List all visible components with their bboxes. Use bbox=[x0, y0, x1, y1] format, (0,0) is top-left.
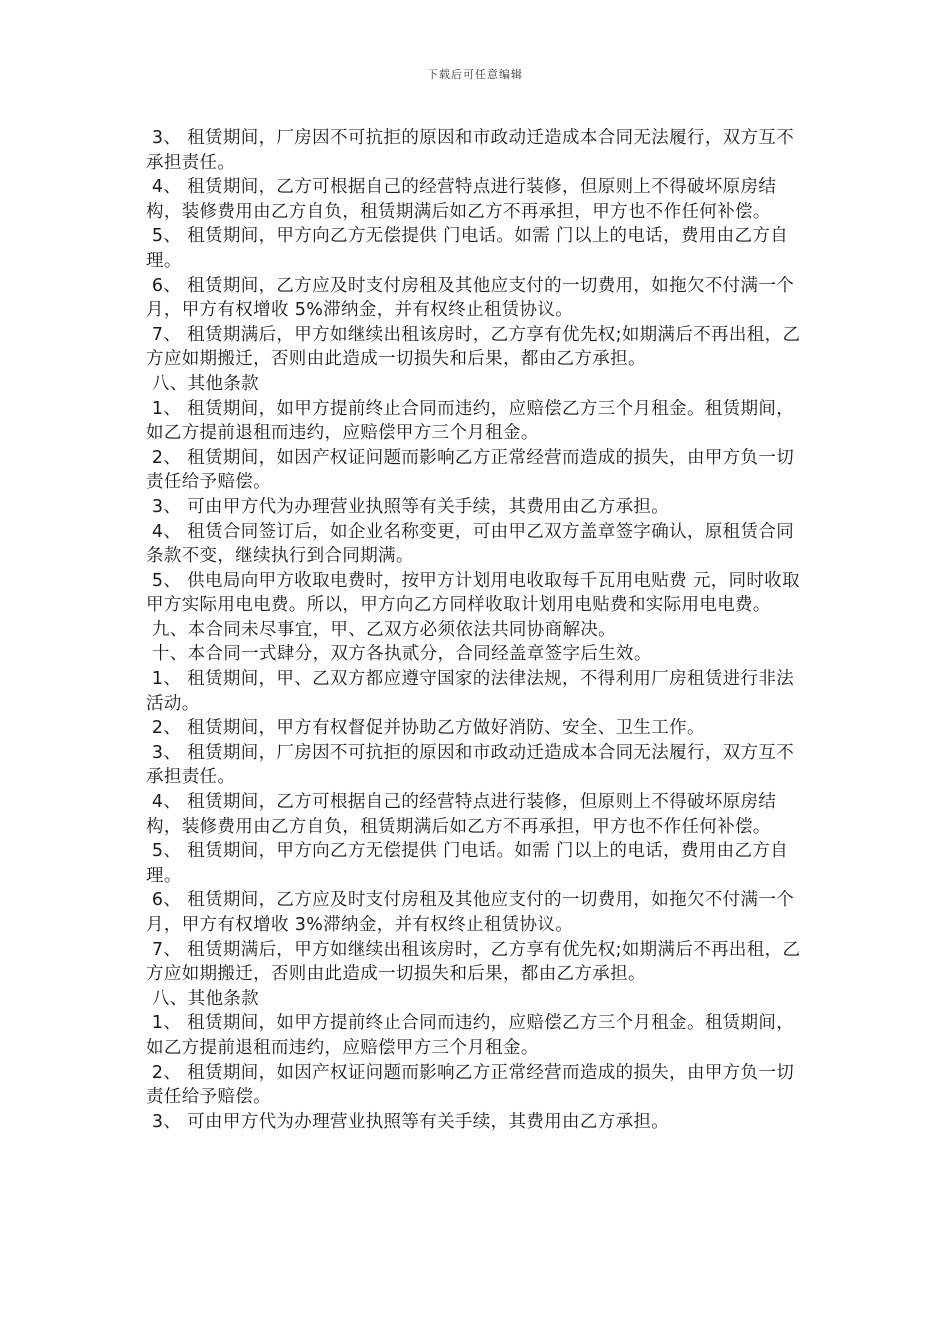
document-body bbox=[146, 126, 804, 1134]
clause-paragraph: 7、 租赁期满后，甲方如继续出租该房时，乙方享有优先权;如期满后不再出租，乙方应如期搬迁，否则由此造成一切损失和后果，都由乙方承担。 bbox=[146, 939, 801, 985]
clause-paragraph: 3、 租赁期间，厂房因不可抗拒的原因和市政动迁造成本合同无法履行，双方互不承担责任。 bbox=[146, 128, 795, 173]
clause-paragraph: 5、 供电局向甲方收取电费时，按甲方计划用电收取每千瓦用电贴费 元，同时收取甲方实际用电电费。所以，甲方向乙方同样收取计划用电贴费和实际用电电费。 bbox=[146, 570, 800, 616]
clause-paragraph: 4、 租赁期间，乙方可根据自己的经营特点进行装修，但原则上不得破坏原房结构，装修费用由乙方自负，租赁期满后如乙方不再承担，甲方也不作任何补偿。 bbox=[146, 792, 777, 837]
page-header: 下载后可任意编辑 bbox=[427, 68, 523, 81]
section-heading: 八、其他条款 bbox=[146, 988, 260, 1009]
clause-paragraph: 3、 租赁期间，厂房因不可抗拒的原因和市政动迁造成本合同无法履行，双方互不承担责任。 bbox=[146, 742, 795, 788]
section-heading: 九、本合同未尽事宜，甲、乙双方必须依法共同协商解决。 bbox=[146, 619, 617, 640]
clause-paragraph: 2、 租赁期间，如因产权证问题而影响乙方正常经营而造成的损失，由甲方负一切责任给予赔偿。 bbox=[146, 447, 795, 493]
clause-paragraph: 2、 租赁期间，甲方有权督促并协助乙方做好消防、安全、卫生工作。 bbox=[146, 718, 705, 739]
clause-paragraph: 1、 租赁期间，甲、乙双方都应遵守国家的法律法规，不得利用厂房租赁进行非法活动。 bbox=[146, 669, 795, 714]
section-heading: 十、本合同一式肆分，双方各执贰分，合同经盖章签字后生效。 bbox=[146, 644, 652, 665]
clause-paragraph: 7、 租赁期满后，甲方如继续出租该房时，乙方享有优先权;如期满后不再出租，乙方应如期搬迁，否则由此造成一切损失和后果，都由乙方承担。 bbox=[146, 324, 801, 370]
clause-paragraph: 6、 租赁期间，乙方应及时支付房租及其他应支付的一切费用，如拖欠不付满一个月，甲方有权增收 3%滞纳金，并有权终止租赁协议。 bbox=[146, 890, 795, 935]
clause-paragraph: 2、 租赁期间，如因产权证问题而影响乙方正常经营而造成的损失，由甲方负一切责任给予赔偿。 bbox=[146, 1062, 795, 1108]
clause-paragraph: 5、 租赁期间，甲方向乙方无偿提供 门电话。如需 门以上的电话，费用由乙方自理。 bbox=[146, 841, 789, 886]
clause-paragraph: 1、 租赁期间，如甲方提前终止合同而违约，应赔偿乙方三个月租金。租赁期间，如乙方提前退租而违约，应赔偿甲方三个月租金。 bbox=[146, 398, 795, 444]
section-heading: 八、其他条款 bbox=[146, 373, 260, 394]
clause-paragraph: 3、 可由甲方代为办理营业执照等有关手续，其费用由乙方承担。 bbox=[146, 1111, 670, 1132]
clause-paragraph: 4、 租赁合同签订后，如企业名称变更，可由甲乙双方盖章签字确认，原租赁合同条款不变，继续执行到合同期满。 bbox=[146, 521, 795, 567]
clause-paragraph: 3、 可由甲方代为办理营业执照等有关手续，其费用由乙方承担。 bbox=[146, 496, 670, 517]
clause-paragraph: 6、 租赁期间，乙方应及时支付房租及其他应支付的一切费用，如拖欠不付满一个月，甲方有权增收 5%滞纳金，并有权终止租赁协议。 bbox=[146, 275, 795, 321]
clause-paragraph: 5、 租赁期间，甲方向乙方无偿提供 门电话。如需 门以上的电话，费用由乙方自理。 bbox=[146, 226, 789, 271]
clause-paragraph: 1、 租赁期间，如甲方提前终止合同而违约，应赔偿乙方三个月租金。租赁期间，如乙方提前退租而违约，应赔偿甲方三个月租金。 bbox=[146, 1013, 795, 1058]
clause-paragraph: 4、 租赁期间，乙方可根据自己的经营特点进行装修，但原则上不得破坏原房结构，装修费用由乙方自负，租赁期满后如乙方不再承担，甲方也不作任何补偿。 bbox=[146, 177, 777, 222]
